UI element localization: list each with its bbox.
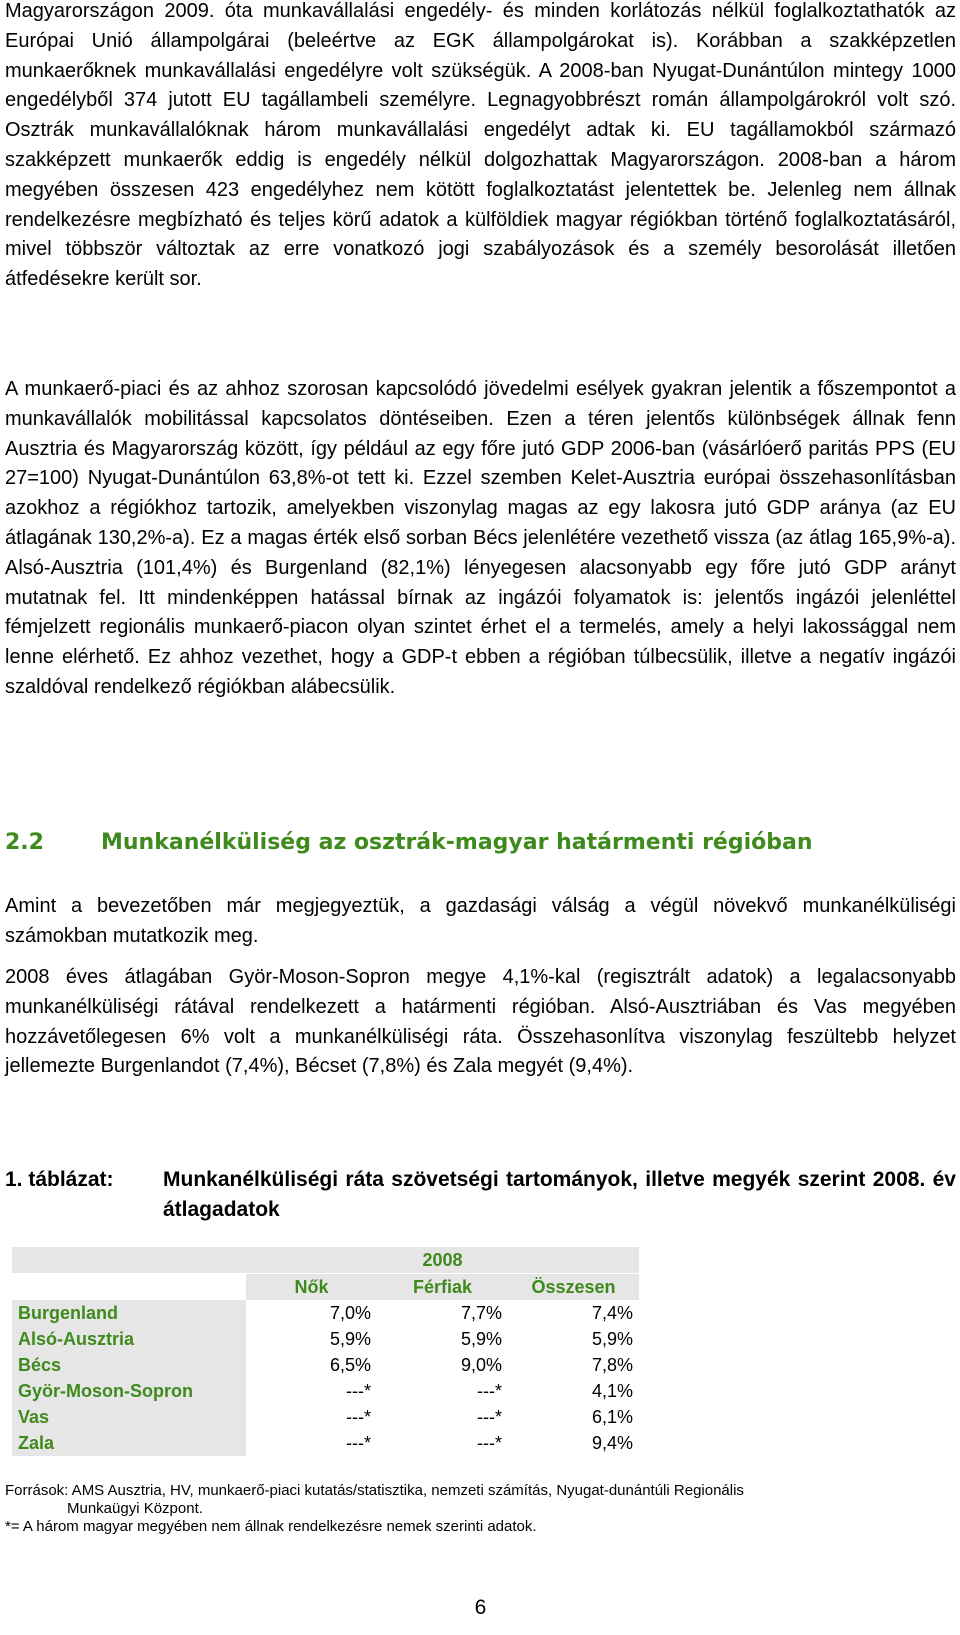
table-caption-label: 1. táblázat: <box>5 1168 114 1191</box>
column-header-total: Összesen <box>508 1274 639 1300</box>
unemployment-table <box>12 1247 639 1456</box>
source-line: Források: AMS Ausztria, HV, munkaerő-piaci kutatás/statisztika, nemzeti számítás, Nyugat-dunántúli Regionális <box>5 1482 744 1499</box>
cell-men: ---* <box>377 1378 508 1404</box>
paragraph-intro-unemployment: Amint a bevezetőben már megjegyeztük, a gazdasági válság a végül növekvő munkanélküliségi számokban mutatkozik meg. <box>5 895 956 947</box>
table-caption-text: Munkanélküliségi ráta szövetségi tartományok, illetve megyék szerint 2008. év átlagadatok <box>163 1168 956 1221</box>
row-label: Zala <box>12 1430 246 1456</box>
table-row <box>12 1430 639 1456</box>
table-footnote: *= A három magyar megyében nem állnak rendelkezésre nemek szerinti adatok. <box>5 1518 537 1535</box>
cell-total: 5,9% <box>508 1326 639 1352</box>
table-row <box>12 1326 639 1352</box>
table-row <box>12 1300 639 1326</box>
table-column-header-row <box>12 1274 639 1300</box>
table-sources <box>5 1482 956 1536</box>
source-line-continued: Munkaügyi Központ. <box>67 1500 203 1517</box>
cell-total: 7,8% <box>508 1352 639 1378</box>
row-label: Bécs <box>12 1352 246 1378</box>
cell-women: 7,0% <box>246 1300 377 1326</box>
cell-women: ---* <box>246 1430 377 1456</box>
column-header-women: Nők <box>246 1274 377 1300</box>
row-label: Burgenland <box>12 1300 246 1326</box>
section-heading <box>5 830 956 855</box>
cell-total: 9,4% <box>508 1430 639 1456</box>
table-row <box>12 1378 639 1404</box>
cell-total: 4,1% <box>508 1378 639 1404</box>
section-number: 2.2 <box>5 830 44 855</box>
table-year-row <box>12 1247 639 1273</box>
table-corner-cell <box>12 1247 246 1273</box>
cell-men: 7,7% <box>377 1300 508 1326</box>
section-title: Munkanélküliség az osztrák-magyar határmenti régióban <box>101 830 813 855</box>
cell-total: 6,1% <box>508 1404 639 1430</box>
cell-women: ---* <box>246 1404 377 1430</box>
table-row <box>12 1404 639 1430</box>
cell-total: 7,4% <box>508 1300 639 1326</box>
paragraph-foreign-workers: Magyarországon 2009. óta munkavállalási engedély- és minden korlátozás nélkül foglalkoztathatók az Európai Unió állampolgárai (beleértve az EGK állampolgárokat is). Korábban a szakképzetlen munkaerőknek munkavállalási engedélyre volt szükségük. A 2008-ban Nyugat-Dunántúlon mintegy 1000 engedélyből 374 jutott EU tagállambeli személyre. Legnagyobbrészt román állampolgárokról volt szó. Osztrák munkavállalóknak három munkavállalási engedélyt adtak ki. EU tagállamokból származó szakképzett munkaerők eddig is engedély nélkül dolgozhattak Magyarországon. 2008-ban a három megyében összesen 423 engedélyhez nem kötött foglalkoztatást jelentettek be. Jelenleg nem állnak rendelkezésre megbízható és teljes körű adatok a külföldiek magyar régiókban történő foglalkoztatásáról, mivel többször változtak az erre vonatkozó jogi szabályozások és a személy besorolását illetően átfedésekre került sor. <box>5 0 956 291</box>
cell-women: ---* <box>246 1378 377 1404</box>
cell-men: ---* <box>377 1430 508 1456</box>
cell-men: 9,0% <box>377 1352 508 1378</box>
table-row <box>12 1352 639 1378</box>
cell-men: 5,9% <box>377 1326 508 1352</box>
cell-women: 6,5% <box>246 1352 377 1378</box>
table-year-header: 2008 <box>246 1247 639 1273</box>
cell-women: 5,9% <box>246 1326 377 1352</box>
cell-men: ---* <box>377 1404 508 1430</box>
row-label: Alsó-Ausztria <box>12 1326 246 1352</box>
table-caption <box>5 1165 956 1225</box>
paragraph-gdp-mobility: A munkaerő-piaci és az ahhoz szorosan kapcsolódó jövedelmi esélyek gyakran jelentik a főszempontot a munkavállalók mobilitással kapcsolatos döntéseiben. Ezen a téren jelentős különbségek állnak fenn Ausztria és Magyarország között, így például az egy főre jutó GDP 2006-ban (vásárlóerő paritás PPS (EU 27=100) Nyugat-Dunántúlon 63,8%-ot tett ki. Ezzel szemben Kelet-Ausztria európai összehasonlításban azokhoz a régiókhoz tartozik, amelyekben viszonylag magas az egy lakosra jutó GDP aránya (az EU átlagának 130,2%-a). Ez a magas érték első sorban Bécs jelenlétére vezethető vissza (az átlag 165,9%-a). Alsó-Ausztria (101,4%) és Burgenland (82,1%) lényegesen alacsonyabb egy főre jutó GDP arányt mutatnak fel. Itt mindenképpen hatással bírnak az ingázói folyamatok is: jelentős ingázói jelenléttel fémjelzett regionális munkaerő-piacon olyan szintet érhet el a termelés, amely a helyi lakossággal nem lenne elérhető. Ez ahhoz vezethet, hogy a GDP-t ebben a régióban túlbecsülik, illetve a negatív ingázói szaldóval rendelkező régiókban alábecsülik. <box>5 378 956 698</box>
column-header-men: Férfiak <box>377 1274 508 1300</box>
row-label: Györ-Moson-Sopron <box>12 1378 246 1404</box>
page-number: 6 <box>474 1596 487 1619</box>
paragraph-unemployment-rates: 2008 éves átlagában Györ-Moson-Sopron megye 4,1%-kal (regisztrált adatok) a legalacsonyabb munkanélküliségi rátával rendelkezett a határmenti régióban. Alsó-Ausztriában és Vas megyében hozzávetőlegesen 6% volt a munkanélküliségi ráta. Összehasonlítva viszonylag feszültebb helyzet jellemezte Burgenlandot (7,4%), Bécset (7,8%) és Zala megyét (9,4%). <box>5 966 956 1078</box>
row-label: Vas <box>12 1404 246 1430</box>
